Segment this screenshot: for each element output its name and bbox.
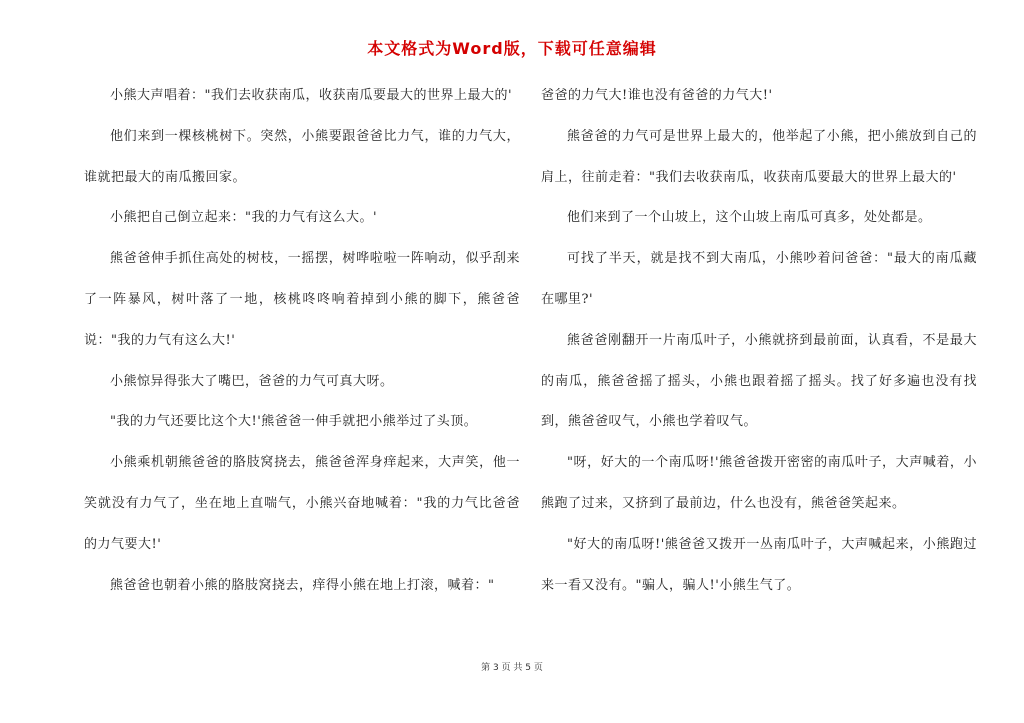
paragraph: 熊爸爸也朝着小熊的胳肢窝挠去，痒得小熊在地上打滚，喊着："	[110, 577, 495, 593]
paragraph: 熊爸爸伸手抓住高处的树枝，一摇摆，树哗啦啦一阵响动，似乎刮来了一阵暴风，树叶落了一地，核桃咚咚响着掉到小熊的脚下，熊爸爸说："我的力气有这么大!'	[84, 251, 520, 348]
document-banner: 本文格式为Word版，下载可任意编辑	[367, 39, 657, 58]
paragraph: 小熊乘机朝熊爸爸的胳肢窝挠去，熊爸爸浑身痒起来，大声笑，他一笑就没有力气了，坐在地上直喘气，小熊兴奋地喊着："我的力气比爸爸的力气要大!'	[84, 455, 520, 552]
paragraph: 他们来到一棵核桃树下。突然，小熊要跟爸爸比力气，谁的力气大，谁就把最大的南瓜搬回家。	[84, 128, 520, 185]
left-text-column	[84, 76, 520, 606]
paragraph-continuation: 爸爸的力气大!谁也没有爸爸的力气大!'	[541, 88, 773, 103]
paragraph: 可找了半天，就是找不到大南瓜，小熊吵着问爸爸："最大的南瓜藏在哪里?'	[541, 251, 977, 307]
paragraph: "好大的南瓜呀!'熊爸爸又拨开一丛南瓜叶子，大声喊起来，小熊跑过来一看又没有。"骗人，骗人!'小熊生气了。	[541, 536, 977, 593]
paragraph: 他们来到了一个山坡上，这个山坡上南瓜可真多，处处都是。	[567, 210, 932, 226]
paragraph: "我的力气还要比这个大!'熊爸爸一伸手就把小熊举过了头顶。	[110, 414, 478, 430]
paragraph: 小熊大声唱着："我们去收获南瓜，收获南瓜要最大的世界上最大的'	[110, 88, 513, 103]
paragraph: 熊爸爸的力气可是世界上最大的，他举起了小熊，把小熊放到自己的肩上，往前走着："我们去收获南瓜，收获南瓜要最大的世界上最大的'	[541, 128, 977, 185]
paragraph: 小熊惊异得张大了嘴巴，爸爸的力气可真大呀。	[110, 373, 394, 389]
paragraph: 熊爸爸刚翻开一片南瓜叶子，小熊就挤到最前面，认真看，不是最大的南瓜，熊爸爸摇了摇头，小熊也跟着摇了摇头。找了好多遍也没有找到，熊爸爸叹气，小熊也学着叹气。	[541, 332, 977, 430]
page-number: 第 3 页 共 5 页	[481, 663, 543, 673]
right-text-column	[541, 76, 977, 606]
paragraph: "呀，好大的一个南瓜呀!'熊爸爸拨开密密的南瓜叶子，大声喊着，小熊跑了过来，又挤到了最前边，什么也没有，熊爸爸笑起来。	[541, 455, 977, 511]
paragraph: 小熊把自己倒立起来："我的力气有这么大。'	[110, 210, 378, 226]
